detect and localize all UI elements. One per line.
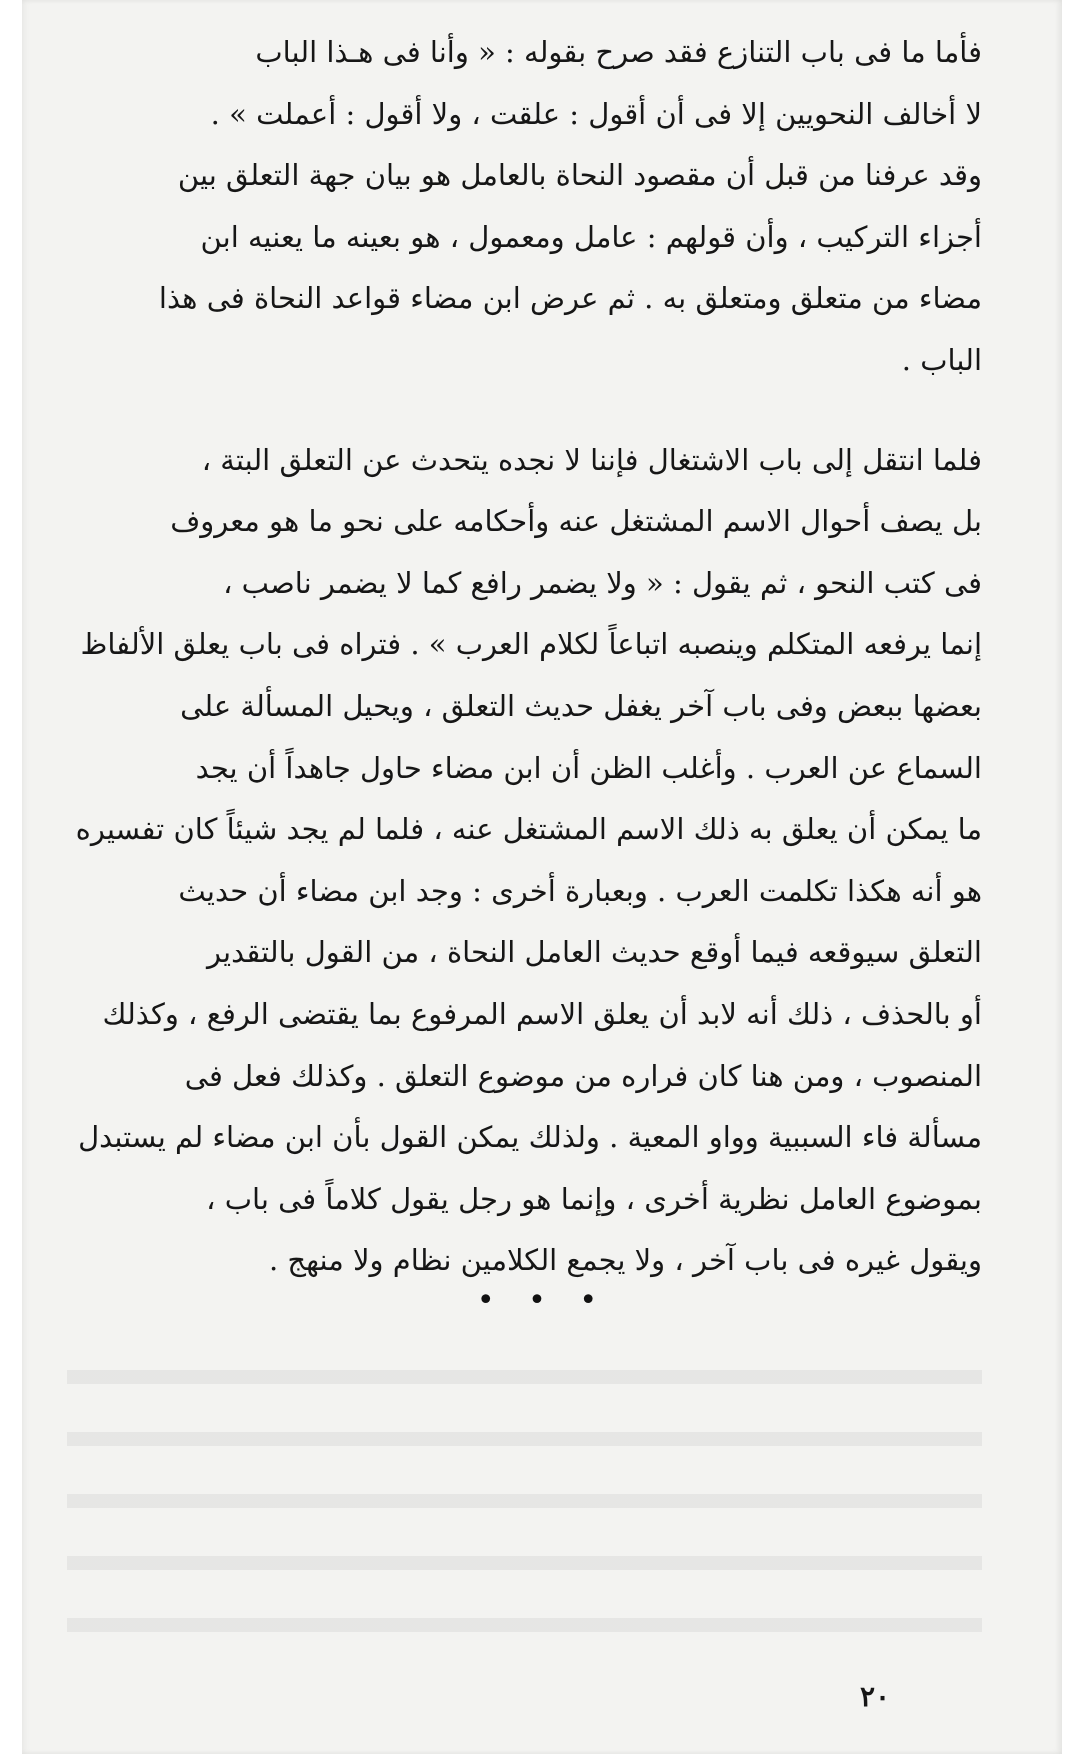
text-line: المنصوب ، ومن هنا كان فراره من موضوع التعلق . وكذلك فعل فى <box>184 1058 982 1093</box>
text-line: وقد عرفنا من قبل أن مقصود النحاة بالعامل هو بيان جهة التعلق بين <box>177 158 982 193</box>
paragraph-gap <box>67 392 982 430</box>
text-line: السماع عن العرب . وأغلب الظن أن ابن مضاء حاول جاهداً أن يجد <box>195 750 982 785</box>
section-separator: • • • <box>476 1283 610 1318</box>
body-text <box>67 22 982 1292</box>
text-line: ما يمكن أن يعلق به ذلك الاسم المشتغل عنه ، فلما لم يجد شيئاً كان تفسيره <box>75 812 982 847</box>
bleed-through-texture <box>67 1340 982 1670</box>
text-line: التعلق سيوقعه فيما أوقع حديث العامل النحاة ، من القول بالتقدير <box>207 935 982 970</box>
text-line: مضاء من متعلق ومتعلق به . ثم عرض ابن مضاء قواعد النحاة فى هذا <box>158 281 982 316</box>
text-line: مسألة فاء السببية وواو المعية . ولذلك يمكن القول بأن ابن مضاء لم يستبدل <box>78 1120 982 1155</box>
text-line: إنما يرفعه المتكلم وينصبه اتباعاً لكلام العرب » . فتراه فى باب يعلق الألفاظ <box>80 627 982 662</box>
text-line: ويقول غيره فى باب آخر ، ولا يجمع الكلامين نظام ولا منهج . <box>268 1243 982 1278</box>
text-line: بموضوع العامل نظرية أخرى ، وإنما هو رجل يقول كلاماً فى باب ، <box>206 1181 982 1216</box>
text-line: أجزاء التركيب ، وأن قولهم : عامل ومعمول ، هو بعينه ما يعنيه ابن <box>200 219 982 254</box>
text-line: لا أخالف النحويين إلا فى أن أقول : علقت ، ولا أقول : أعملت » . <box>210 96 982 131</box>
text-line: فى كتب النحو ، ثم يقول : « ولا يضمر رافع كما لا يضمر ناصب ، <box>223 565 982 600</box>
text-line: الباب . <box>901 342 982 377</box>
text-line: فأما ما فى باب التنازع فقد صرح بقوله : « وأنا فى هـذا الباب <box>255 35 982 69</box>
page-number: ٢٠ <box>860 1680 891 1713</box>
book-page <box>22 0 1062 1754</box>
text-line: فلما انتقل إلى باب الاشتغال فإننا لا نجده يتحدث عن التعلق البتة ، <box>201 442 982 477</box>
text-line: بل يصف أحوال الاسم المشتغل عنه وأحكامه على نحو ما هو معروف <box>170 504 982 539</box>
text-line: أو بالحذف ، ذلك أنه لابد أن يعلق الاسم المرفوع بما يقتضى الرفع ، وكذلك <box>102 996 982 1031</box>
text-line: بعضها ببعض وفى باب آخر يغفل حديث التعلق ، ويحيل المسألة على <box>180 688 982 723</box>
text-line: هو أنه هكذا تكلمت العرب . وبعبارة أخرى : وجد ابن مضاء أن حديث <box>178 873 982 908</box>
